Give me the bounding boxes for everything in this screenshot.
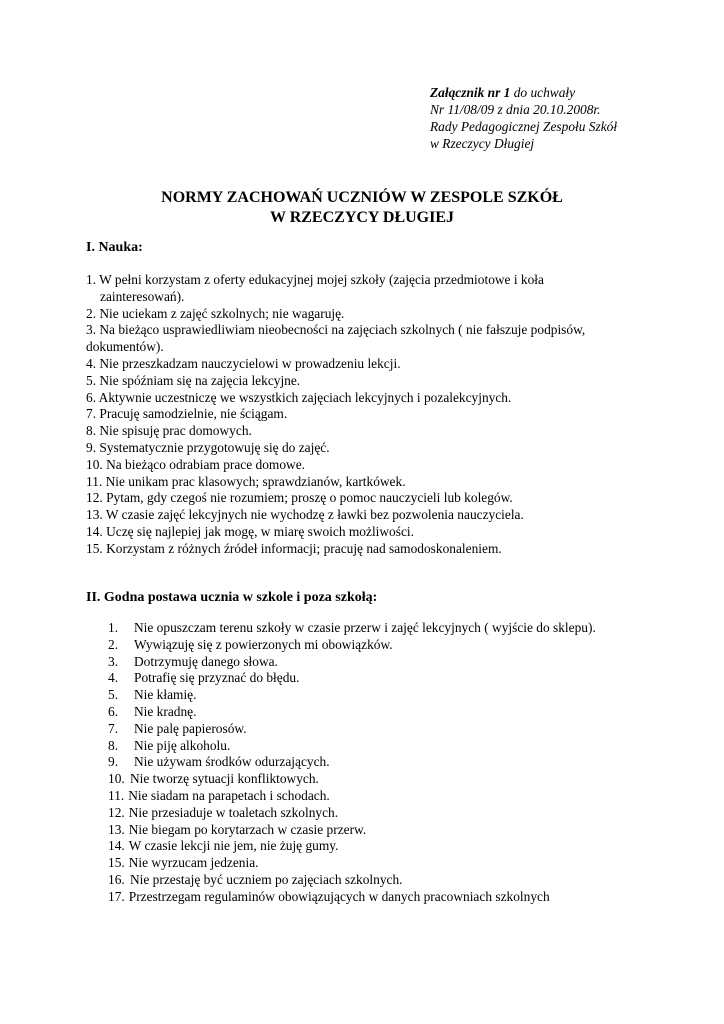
list-item [108, 637, 668, 654]
annex-line-4: w Rzeczycy Długiej [430, 136, 535, 151]
list-item [108, 704, 668, 721]
list-item [108, 738, 668, 755]
section-2-list [108, 620, 668, 906]
list-item: 10. Na bieżąco odrabiam prace domowe. [86, 456, 305, 472]
list-item [108, 670, 668, 687]
list-item [108, 721, 668, 738]
list-item-number: 11. [108, 787, 125, 803]
list-item: 6. Aktywnie uczestniczę we wszystkich zajęciach lekcyjnych i pozalekcyjnych. [86, 389, 512, 405]
title-line-1: NORMY ZACHOWAŃ UCZNIÓW W ZESPOLE SZKÓŁ [161, 189, 563, 206]
list-item [108, 855, 668, 872]
list-item: 15. Korzystam z różnych źródeł informacji; pracuję nad samodoskonaleniem. [86, 540, 502, 556]
list-item-number: 5. [108, 687, 119, 703]
section-2-heading: II. Godna postawa ucznia w szkole i poza szkołą: [86, 590, 378, 605]
annex-line-1 [430, 84, 617, 101]
list-item-number: 16. [108, 871, 125, 887]
list-item [108, 822, 668, 839]
annex-line-2: Nr 11/08/09 z dnia 20.10.2008r. [430, 102, 601, 117]
list-item-number: 6. [108, 703, 119, 719]
list-item-text: Nie opuszczam terenu szkoły w czasie przerw i zajęć lekcyjnych ( wyjście do sklepu). [134, 620, 596, 635]
list-item-text: Nie palę papierosów. [134, 720, 247, 736]
list-item-text: W czasie lekcji nie jem, nie żuję gumy. [128, 838, 339, 854]
list-item: 1. W pełni korzystam z oferty edukacyjnej mojej szkoły (zajęcia przedmiotowe i koła [86, 272, 544, 287]
list-item [108, 620, 668, 637]
list-item: 13. W czasie zajęć lekcyjnych nie wychodzę z ławki bez pozwolenia nauczyciela. [86, 507, 524, 523]
list-item: 5. Nie spóźniam się na zajęcia lekcyjne. [86, 372, 301, 388]
list-item-text: Wywiązuję się z powierzonych mi obowiązków. [134, 636, 393, 652]
list-item [108, 889, 668, 906]
list-item: 9. Systematycznie przygotowuję się do zajęć. [86, 439, 330, 455]
list-item: 3. Na bieżąco usprawiedliwiam nieobecności na zajęciach szkolnych ( nie fałszuje podpisów, [86, 322, 586, 338]
document-title [0, 188, 724, 228]
list-item: 14. Uczę się najlepiej jak mogę, w miarę swoich możliwości. [86, 523, 414, 539]
list-item [108, 654, 668, 671]
list-item-text: Nie biegam po korytarzach w czasie przerw. [128, 821, 367, 837]
list-item-number: 12. [108, 804, 125, 820]
list-item-text: Nie kłamię. [134, 687, 197, 703]
list-item [108, 687, 668, 704]
list-item-text: Nie siadam na parapetach i schodach. [128, 787, 330, 803]
list-item-continuation: dokumentów). [86, 339, 164, 355]
list-item [108, 788, 668, 805]
list-item [108, 872, 668, 889]
list-item [108, 838, 668, 855]
list-item-text: Przestrzegam regulaminów obowiązujących w danych pracowniach szkolnych [128, 888, 550, 904]
list-item-text: Nie piję alkoholu. [134, 737, 231, 753]
list-item-number: 9. [108, 754, 119, 770]
section-1-list [86, 272, 646, 558]
annex-note [430, 84, 617, 152]
list-item-text: Nie używam środków odurzających. [134, 754, 330, 770]
list-item-text: Nie przestaję być uczniem po zajęciach szkolnych. [130, 871, 403, 887]
list-item-text: Potrafię się przyznać do błędu. [134, 670, 300, 686]
section-1-heading: I. Nauka: [86, 240, 143, 255]
list-item-number: 1. [108, 620, 119, 635]
list-item: 8. Nie spisuję prac domowych. [86, 423, 252, 439]
list-item-number: 17. [108, 888, 125, 904]
list-item-text: Nie kradnę. [134, 703, 197, 719]
list-item [108, 805, 668, 822]
list-item-number: 3. [108, 653, 119, 669]
list-item-text: Nie przesiaduje w toaletach szkolnych. [128, 804, 339, 820]
list-item [108, 771, 668, 788]
list-item-text: Dotrzymuję danego słowa. [134, 653, 278, 669]
list-item: 7. Pracuję samodzielnie, nie ściągam. [86, 406, 288, 422]
list-item-number: 14. [108, 838, 125, 854]
title-line-2: W RZECZYCY DŁUGIEJ [269, 209, 455, 226]
annex-line-3: Rady Pedagogicznej Zespołu Szkół [430, 119, 618, 134]
list-item-continuation: zainteresowań). [100, 288, 185, 304]
annex-number: Załącznik nr 1 [430, 85, 511, 100]
list-item-text: Nie wyrzucam jedzenia. [128, 855, 259, 871]
list-item-number: 7. [108, 720, 119, 736]
list-item-number: 15. [108, 855, 125, 871]
list-item [108, 754, 668, 771]
list-item-number: 13. [108, 821, 125, 837]
list-item-number: 8. [108, 737, 119, 753]
list-item: 12. Pytam, gdy czegoś nie rozumiem; proszę o pomoc nauczycieli lub kolegów. [86, 490, 513, 506]
list-item: 2. Nie uciekam z zajęć szkolnych; nie wagaruję. [86, 305, 345, 321]
list-item: 11. Nie unikam prac klasowych; sprawdzianów, kartkówek. [86, 473, 406, 489]
list-item-number: 2. [108, 636, 119, 652]
list-item-text: Nie tworzę sytuacji konfliktowych. [130, 771, 319, 787]
list-item-number: 4. [108, 670, 119, 686]
list-item: 4. Nie przeszkadzam nauczycielowi w prowadzeniu lekcji. [86, 355, 401, 371]
annex-line-1-rest: do uchwały [510, 85, 576, 100]
list-item-number: 10. [108, 771, 125, 787]
